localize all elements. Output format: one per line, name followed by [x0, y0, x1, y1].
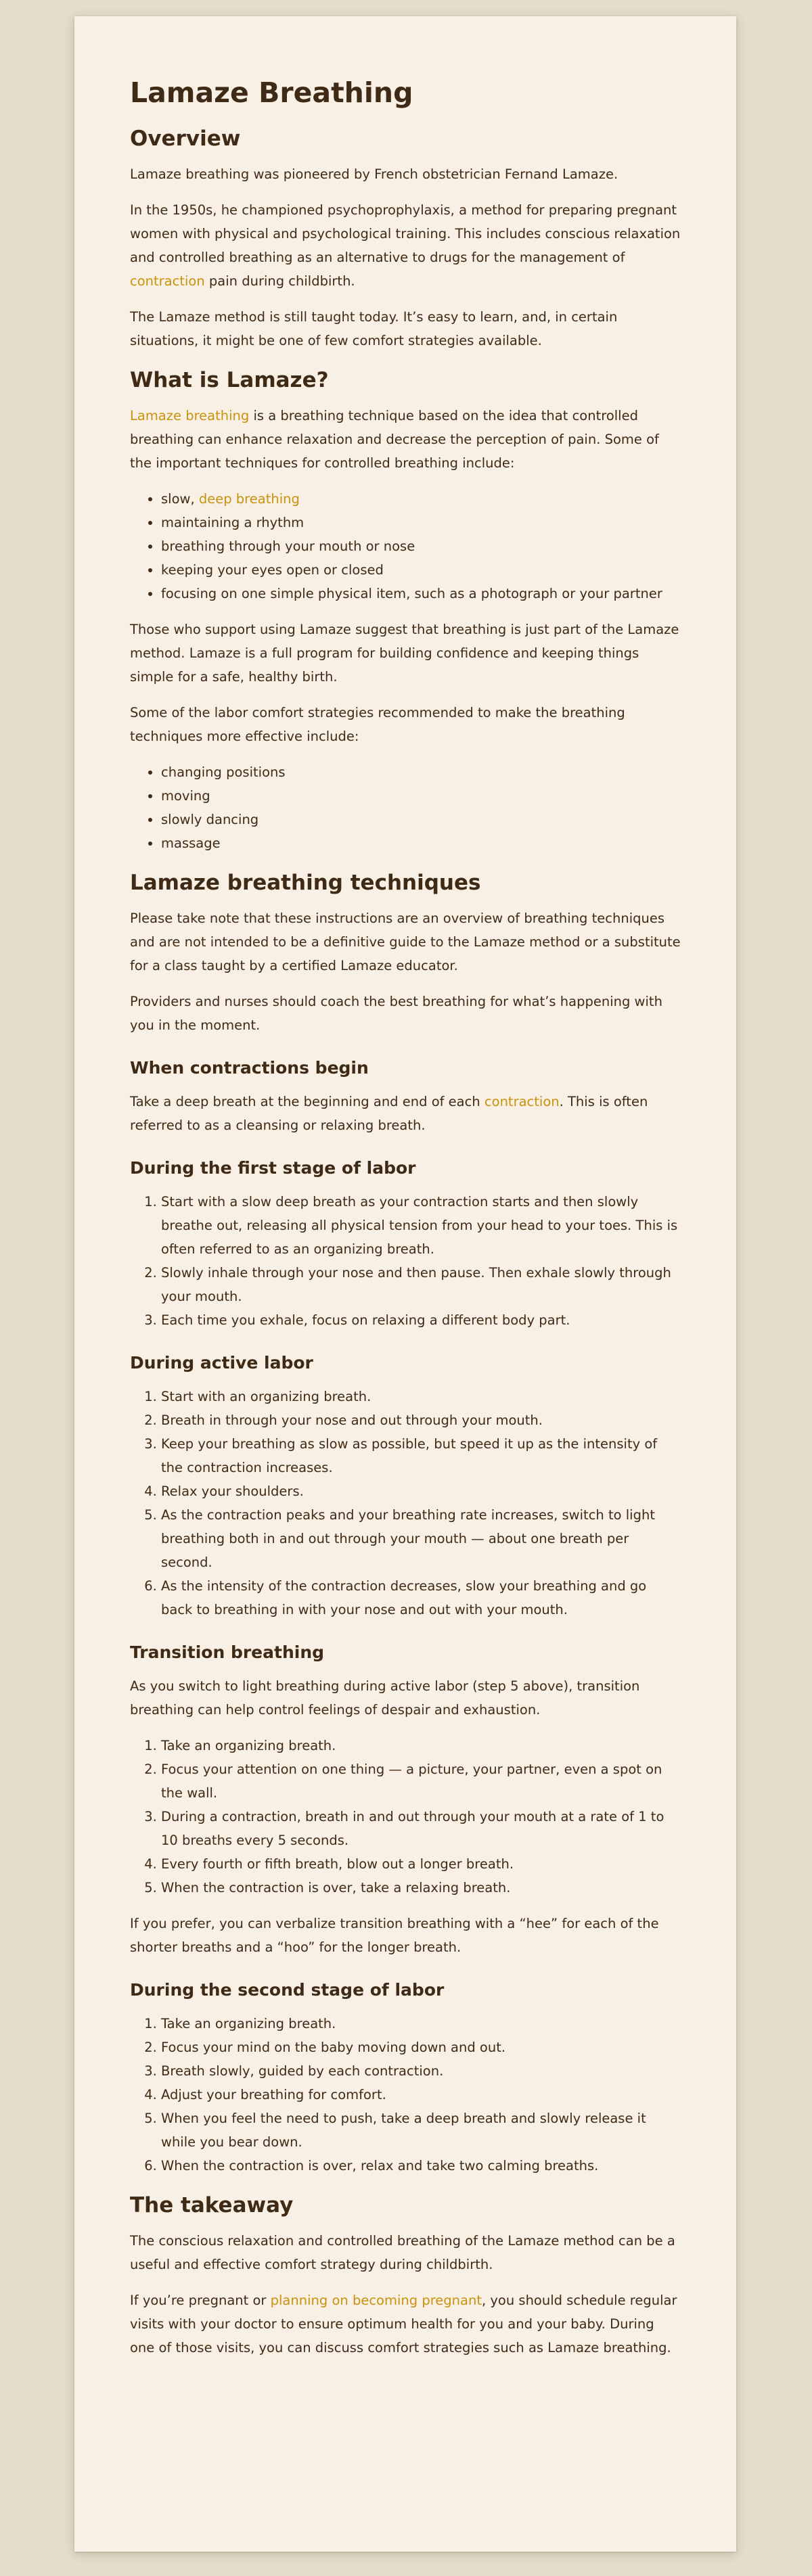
- takeaway-paragraph-2-text-a: If you’re pregnant or: [130, 2293, 271, 2308]
- step-item: 2. Slowly inhale through your nose and then pause. Then exhale slowly through your mouth.: [161, 1261, 681, 1308]
- step-item: 3. Keep your breathing as slow as possible, but speed it up as the intensity of the contraction increases.: [161, 1432, 681, 1479]
- list-item: • maintaining a rhythm: [161, 511, 681, 534]
- transition-paragraph-2: If you prefer, you can verbalize transition breathing with a “hee” for each of the shorter breaths and a “hoo” for the longer breath.: [130, 1916, 659, 1955]
- contractions-begin-text-a: Take a deep breath at the beginning and end of each: [130, 1094, 484, 1109]
- what-is-paragraph-3: Some of the labor comfort strategies recommended to make the breathing techniques more effective include:: [130, 705, 625, 744]
- takeaway-paragraph-2-text-b: , you should schedule regular visits with your doctor to ensure optimum health for you and your baby. During one of those visits, you can discuss comfort strategies such as Lamaze breathing.: [130, 2293, 677, 2355]
- contraction-link-2[interactable]: contraction: [484, 1094, 560, 1109]
- active-labor-steps: [130, 1385, 681, 1622]
- list-item: • focusing on one simple physical item, such as a photograph or your partner: [161, 582, 681, 605]
- transition-steps: [130, 1734, 681, 1900]
- list-item: • slowly dancing: [161, 808, 681, 831]
- contraction-link[interactable]: contraction: [130, 273, 205, 289]
- list-item: • moving: [161, 784, 681, 808]
- transition-heading: Transition breathing: [130, 1642, 325, 1662]
- lamaze-breathing-link[interactable]: Lamaze breathing: [130, 408, 250, 423]
- what-is-lamaze-heading: What is Lamaze?: [130, 368, 329, 392]
- step-item: 3. During a contraction, breath in and out through your mouth at a rate of 1 to 10 breaths every 5 seconds.: [161, 1805, 681, 1852]
- page-title: Lamaze Breathing: [130, 76, 413, 109]
- step-item: 2. Focus your mind on the baby moving down and out.: [161, 2036, 681, 2059]
- takeaway-heading: The takeaway: [130, 2193, 294, 2217]
- what-is-paragraph-2: Those who support using Lamaze suggest that breathing is just part of the Lamaze method. Lamaze is a full program for building confidence and keeping things simple for a safe, healthy birth.: [130, 622, 679, 685]
- overview-heading: Overview: [130, 127, 241, 151]
- step-item: 5. As the contraction peaks and your breathing rate increases, switch to light breathing both in and out through your mouth — about one breath per second.: [161, 1503, 681, 1574]
- step-item: 6. When the contraction is over, relax and take two calming breaths.: [161, 2154, 681, 2178]
- list-item: • keeping your eyes open or closed: [161, 558, 681, 582]
- contractions-begin-heading: When contractions begin: [130, 1058, 369, 1078]
- techniques-paragraph-1: Please take note that these instructions are an overview of breathing techniques and are not intended to be a definitive guide to the Lamaze method or a substitute for a class taught by a certified Lamaze educator.: [130, 911, 681, 973]
- first-stage-heading: During the first stage of labor: [130, 1158, 416, 1178]
- step-item: 6. As the intensity of the contraction decreases, slow your breathing and go back to breathing in with your nose and out with your mouth.: [161, 1574, 681, 1622]
- overview-paragraph-2-text-a: In the 1950s, he championed psychoprophylaxis, a method for preparing pregnant women with physical and psychological training. This includes conscious relaxation and controlled breathing as an alternative to drugs for the management of: [130, 202, 681, 265]
- step-item: 3. Breath slowly, guided by each contraction.: [161, 2059, 681, 2083]
- deep-breathing-link[interactable]: deep breathing: [198, 491, 300, 507]
- contractions-begin-text-b: . This is often referred to as a cleansing or relaxing breath.: [130, 1094, 648, 1133]
- comfort-strategies-list: [130, 760, 681, 855]
- step-item: 1. Take an organizing breath.: [161, 2012, 681, 2036]
- step-item: 1. Start with an organizing breath.: [161, 1385, 681, 1408]
- techniques-paragraph-2: Providers and nurses should coach the best breathing for what’s happening with you in the moment.: [130, 994, 662, 1033]
- contractions-begin-paragraph: [130, 1090, 681, 1137]
- step-item: 4. Adjust your breathing for comfort.: [161, 2083, 681, 2107]
- step-item: 2. Focus your attention on one thing — a picture, your partner, even a spot on the wall.: [161, 1757, 681, 1805]
- active-labor-heading: During active labor: [130, 1353, 313, 1373]
- step-item: 5. When the contraction is over, take a relaxing breath.: [161, 1876, 681, 1900]
- step-item: 5. When you feel the need to push, take a deep breath and slowly release it while you bear down.: [161, 2107, 681, 2154]
- overview-paragraph-3: The Lamaze method is still taught today. It’s easy to learn, and, in certain situations, it might be one of few comfort strategies available.: [130, 309, 618, 348]
- step-item: 1. Take an organizing breath.: [161, 1734, 681, 1757]
- transition-paragraph-1: As you switch to light breathing during active labor (step 5 above), transition breathing can help control feelings of despair and exhaustion.: [130, 1678, 640, 1718]
- list-item-text: slow,: [161, 491, 199, 507]
- planning-pregnancy-link[interactable]: planning on becoming pregnant: [270, 2293, 482, 2308]
- overview-paragraph-1: Lamaze breathing was pioneered by French obstetrician Fernand Lamaze.: [130, 166, 618, 182]
- second-stage-heading: During the second stage of labor: [130, 1980, 445, 2000]
- what-is-paragraph-1-text: is a breathing technique based on the idea that controlled breathing can enhance relaxation and decrease the perception of pain. Some of the important techniques for controlled breathing include:: [130, 408, 659, 471]
- first-stage-steps: [130, 1190, 681, 1332]
- list-item: [161, 487, 681, 511]
- step-item: 2. Breath in through your nose and out through your mouth.: [161, 1408, 681, 1432]
- second-stage-steps: [130, 2012, 681, 2178]
- step-item: 4. Every fourth or fifth breath, blow out a longer breath.: [161, 1852, 681, 1876]
- takeaway-paragraph-2: [130, 2288, 681, 2360]
- article-page: [74, 16, 736, 2552]
- overview-paragraph-2: [130, 198, 681, 293]
- step-item: 4. Relax your shoulders.: [161, 1479, 681, 1503]
- list-item: • breathing through your mouth or nose: [161, 534, 681, 558]
- overview-paragraph-2-text-b: pain during childbirth.: [204, 273, 355, 289]
- list-item: • massage: [161, 831, 681, 855]
- techniques-heading: Lamaze breathing techniques: [130, 871, 481, 895]
- step-item: 1. Start with a slow deep breath as your contraction starts and then slowly breathe out, releasing all physical tension from your head to your toes. This is often referred to as an organizing breath.: [161, 1190, 681, 1261]
- controlled-breathing-list: [130, 487, 681, 605]
- step-item: 3. Each time you exhale, focus on relaxing a different body part.: [161, 1308, 681, 1332]
- what-is-paragraph-1: [130, 404, 681, 475]
- list-item: • changing positions: [161, 760, 681, 784]
- takeaway-paragraph-1: The conscious relaxation and controlled breathing of the Lamaze method can be a useful and effective comfort strategy during childbirth.: [130, 2233, 675, 2272]
